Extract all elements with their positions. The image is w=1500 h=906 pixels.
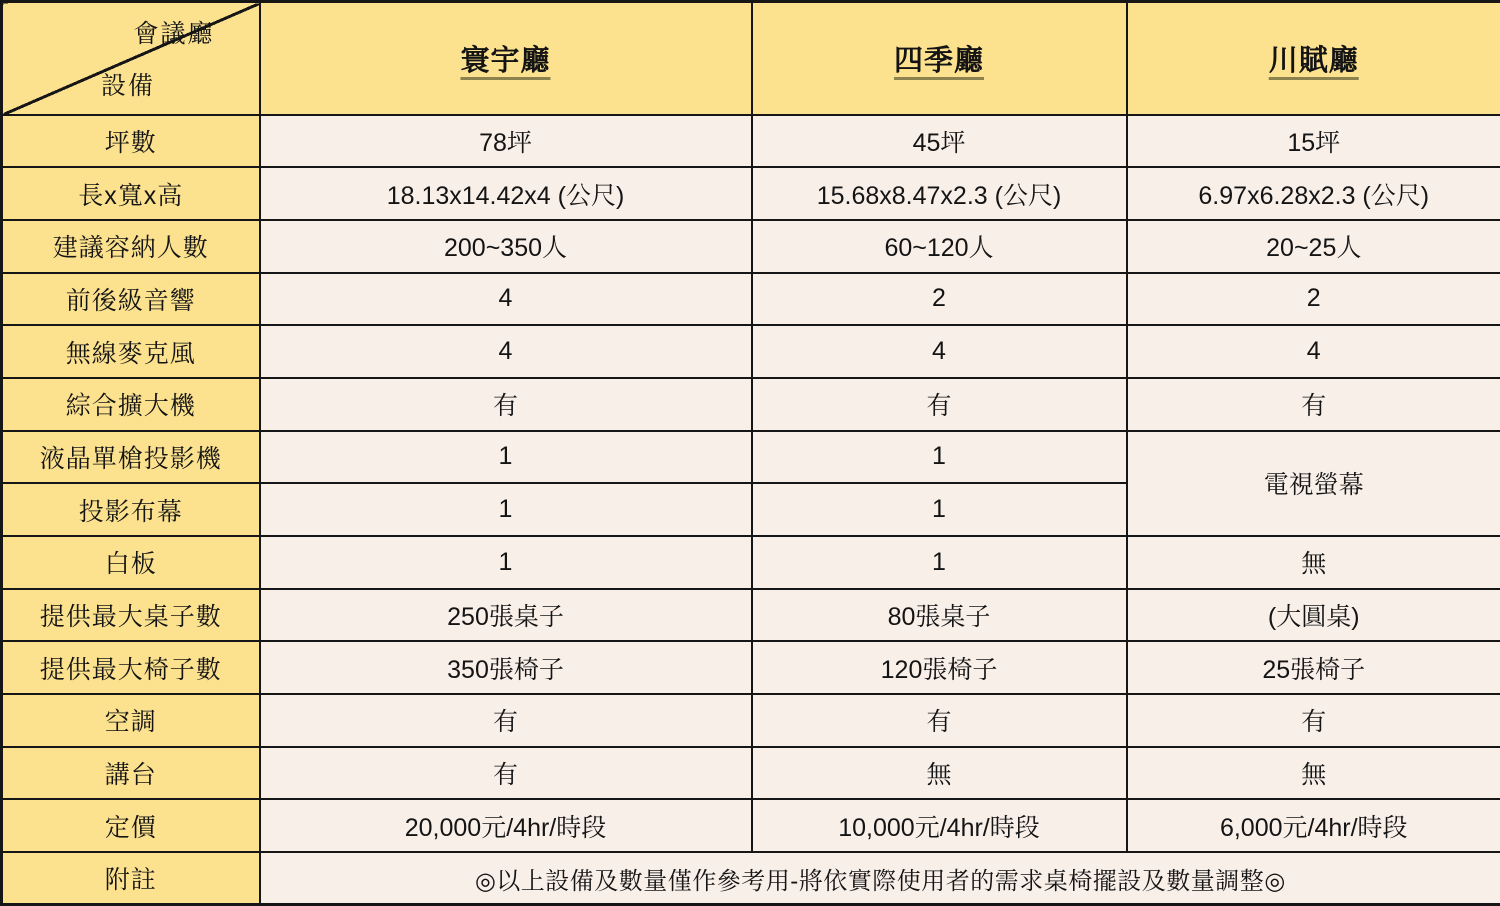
- cell-capacity-room1: 200~350人: [260, 220, 752, 273]
- cell-speakers-room2: 2: [752, 273, 1127, 326]
- table-row-dimensions: [2, 167, 1500, 220]
- table-row-speakers: [2, 273, 1500, 326]
- table-row-wireless-mic: [2, 325, 1500, 378]
- cell-air-conditioning-room2: 有: [752, 694, 1127, 747]
- cell-area-room2: 45坪: [752, 115, 1127, 168]
- cell-projector-room1: 1: [260, 431, 752, 484]
- cell-price-room1: 20,000元/4hr/時段: [260, 799, 752, 852]
- cell-projection-screen-room2: 1: [752, 483, 1127, 536]
- cell-max-tables-room3: (大圓桌): [1127, 589, 1500, 642]
- table-row-note: [2, 852, 1500, 905]
- room-name-1: 寰宇廳: [460, 45, 550, 77]
- column-header-room-2: [752, 2, 1127, 115]
- cell-whiteboard-room1: 1: [260, 536, 752, 589]
- row-label-podium: 講台: [2, 747, 260, 800]
- cell-speakers-room1: 4: [260, 273, 752, 326]
- row-label-capacity: 建議容納人數: [2, 220, 260, 273]
- cell-air-conditioning-room1: 有: [260, 694, 752, 747]
- table-row-air-conditioning: [2, 694, 1500, 747]
- corner-cell: [2, 2, 260, 115]
- column-header-room-1: [260, 2, 752, 115]
- cell-tv-screen-merged: 電視螢幕: [1127, 431, 1500, 536]
- table-row-price: [2, 799, 1500, 852]
- table-row-whiteboard: [2, 536, 1500, 589]
- cell-area-room3: 15坪: [1127, 115, 1500, 168]
- table-row-max-tables: [2, 589, 1500, 642]
- cell-dimensions-room2: 15.68x8.47x2.3 (公尺): [752, 167, 1127, 220]
- cell-wireless-mic-room1: 4: [260, 325, 752, 378]
- row-label-projection-screen: 投影布幕: [2, 483, 260, 536]
- cell-max-tables-room1: 250張桌子: [260, 589, 752, 642]
- header-row: [2, 2, 1500, 115]
- cell-projection-screen-room1: 1: [260, 483, 752, 536]
- cell-whiteboard-room3: 無: [1127, 536, 1500, 589]
- cell-dimensions-room3: 6.97x6.28x2.3 (公尺): [1127, 167, 1500, 220]
- room-name-2: 四季廳: [894, 45, 984, 77]
- cell-amplifier-room1: 有: [260, 378, 752, 431]
- cell-whiteboard-room2: 1: [752, 536, 1127, 589]
- corner-bottom-label: 設備: [101, 66, 155, 102]
- cell-podium-room1: 有: [260, 747, 752, 800]
- cell-price-room3: 6,000元/4hr/時段: [1127, 799, 1500, 852]
- row-label-wireless-mic: 無線麥克風: [2, 325, 260, 378]
- row-label-air-conditioning: 空調: [2, 694, 260, 747]
- column-header-room-3: [1127, 2, 1500, 115]
- cell-podium-room3: 無: [1127, 747, 1500, 800]
- room-name-3: 川賦廳: [1269, 45, 1359, 77]
- row-label-projector: 液晶單槍投影機: [2, 431, 260, 484]
- table-row-max-chairs: [2, 641, 1500, 694]
- cell-wireless-mic-room2: 4: [752, 325, 1127, 378]
- row-label-area: 坪數: [2, 115, 260, 168]
- table-row-podium: [2, 747, 1500, 800]
- table-row-capacity: [2, 220, 1500, 273]
- row-label-speakers: 前後級音響: [2, 273, 260, 326]
- table-row-area: [2, 115, 1500, 168]
- cell-max-chairs-room3: 25張椅子: [1127, 641, 1500, 694]
- corner-top-label: 會議廳: [133, 14, 214, 50]
- cell-projector-room2: 1: [752, 431, 1127, 484]
- cell-speakers-room3: 2: [1127, 273, 1500, 326]
- row-label-max-tables: 提供最大桌子數: [2, 589, 260, 642]
- table-row-amplifier: [2, 378, 1500, 431]
- cell-dimensions-room1: 18.13x14.42x4 (公尺): [260, 167, 752, 220]
- cell-amplifier-room3: 有: [1127, 378, 1500, 431]
- table-row-projector: [2, 431, 1500, 484]
- row-label-whiteboard: 白板: [2, 536, 260, 589]
- cell-capacity-room2: 60~120人: [752, 220, 1127, 273]
- cell-air-conditioning-room3: 有: [1127, 694, 1500, 747]
- cell-amplifier-room2: 有: [752, 378, 1127, 431]
- cell-podium-room2: 無: [752, 747, 1127, 800]
- row-label-note: 附註: [2, 852, 260, 905]
- row-label-max-chairs: 提供最大椅子數: [2, 641, 260, 694]
- row-label-dimensions: 長x寬x高: [2, 167, 260, 220]
- cell-capacity-room3: 20~25人: [1127, 220, 1500, 273]
- cell-max-tables-room2: 80張桌子: [752, 589, 1127, 642]
- cell-wireless-mic-room3: 4: [1127, 325, 1500, 378]
- cell-price-room2: 10,000元/4hr/時段: [752, 799, 1127, 852]
- cell-area-room1: 78坪: [260, 115, 752, 168]
- cell-max-chairs-room2: 120張椅子: [752, 641, 1127, 694]
- row-label-price: 定價: [2, 799, 260, 852]
- footnote-cell: ◎以上設備及數量僅作參考用-將依實際使用者的需求桌椅擺設及數量調整◎: [260, 852, 1500, 905]
- cell-max-chairs-room1: 350張椅子: [260, 641, 752, 694]
- row-label-amplifier: 綜合擴大機: [2, 378, 260, 431]
